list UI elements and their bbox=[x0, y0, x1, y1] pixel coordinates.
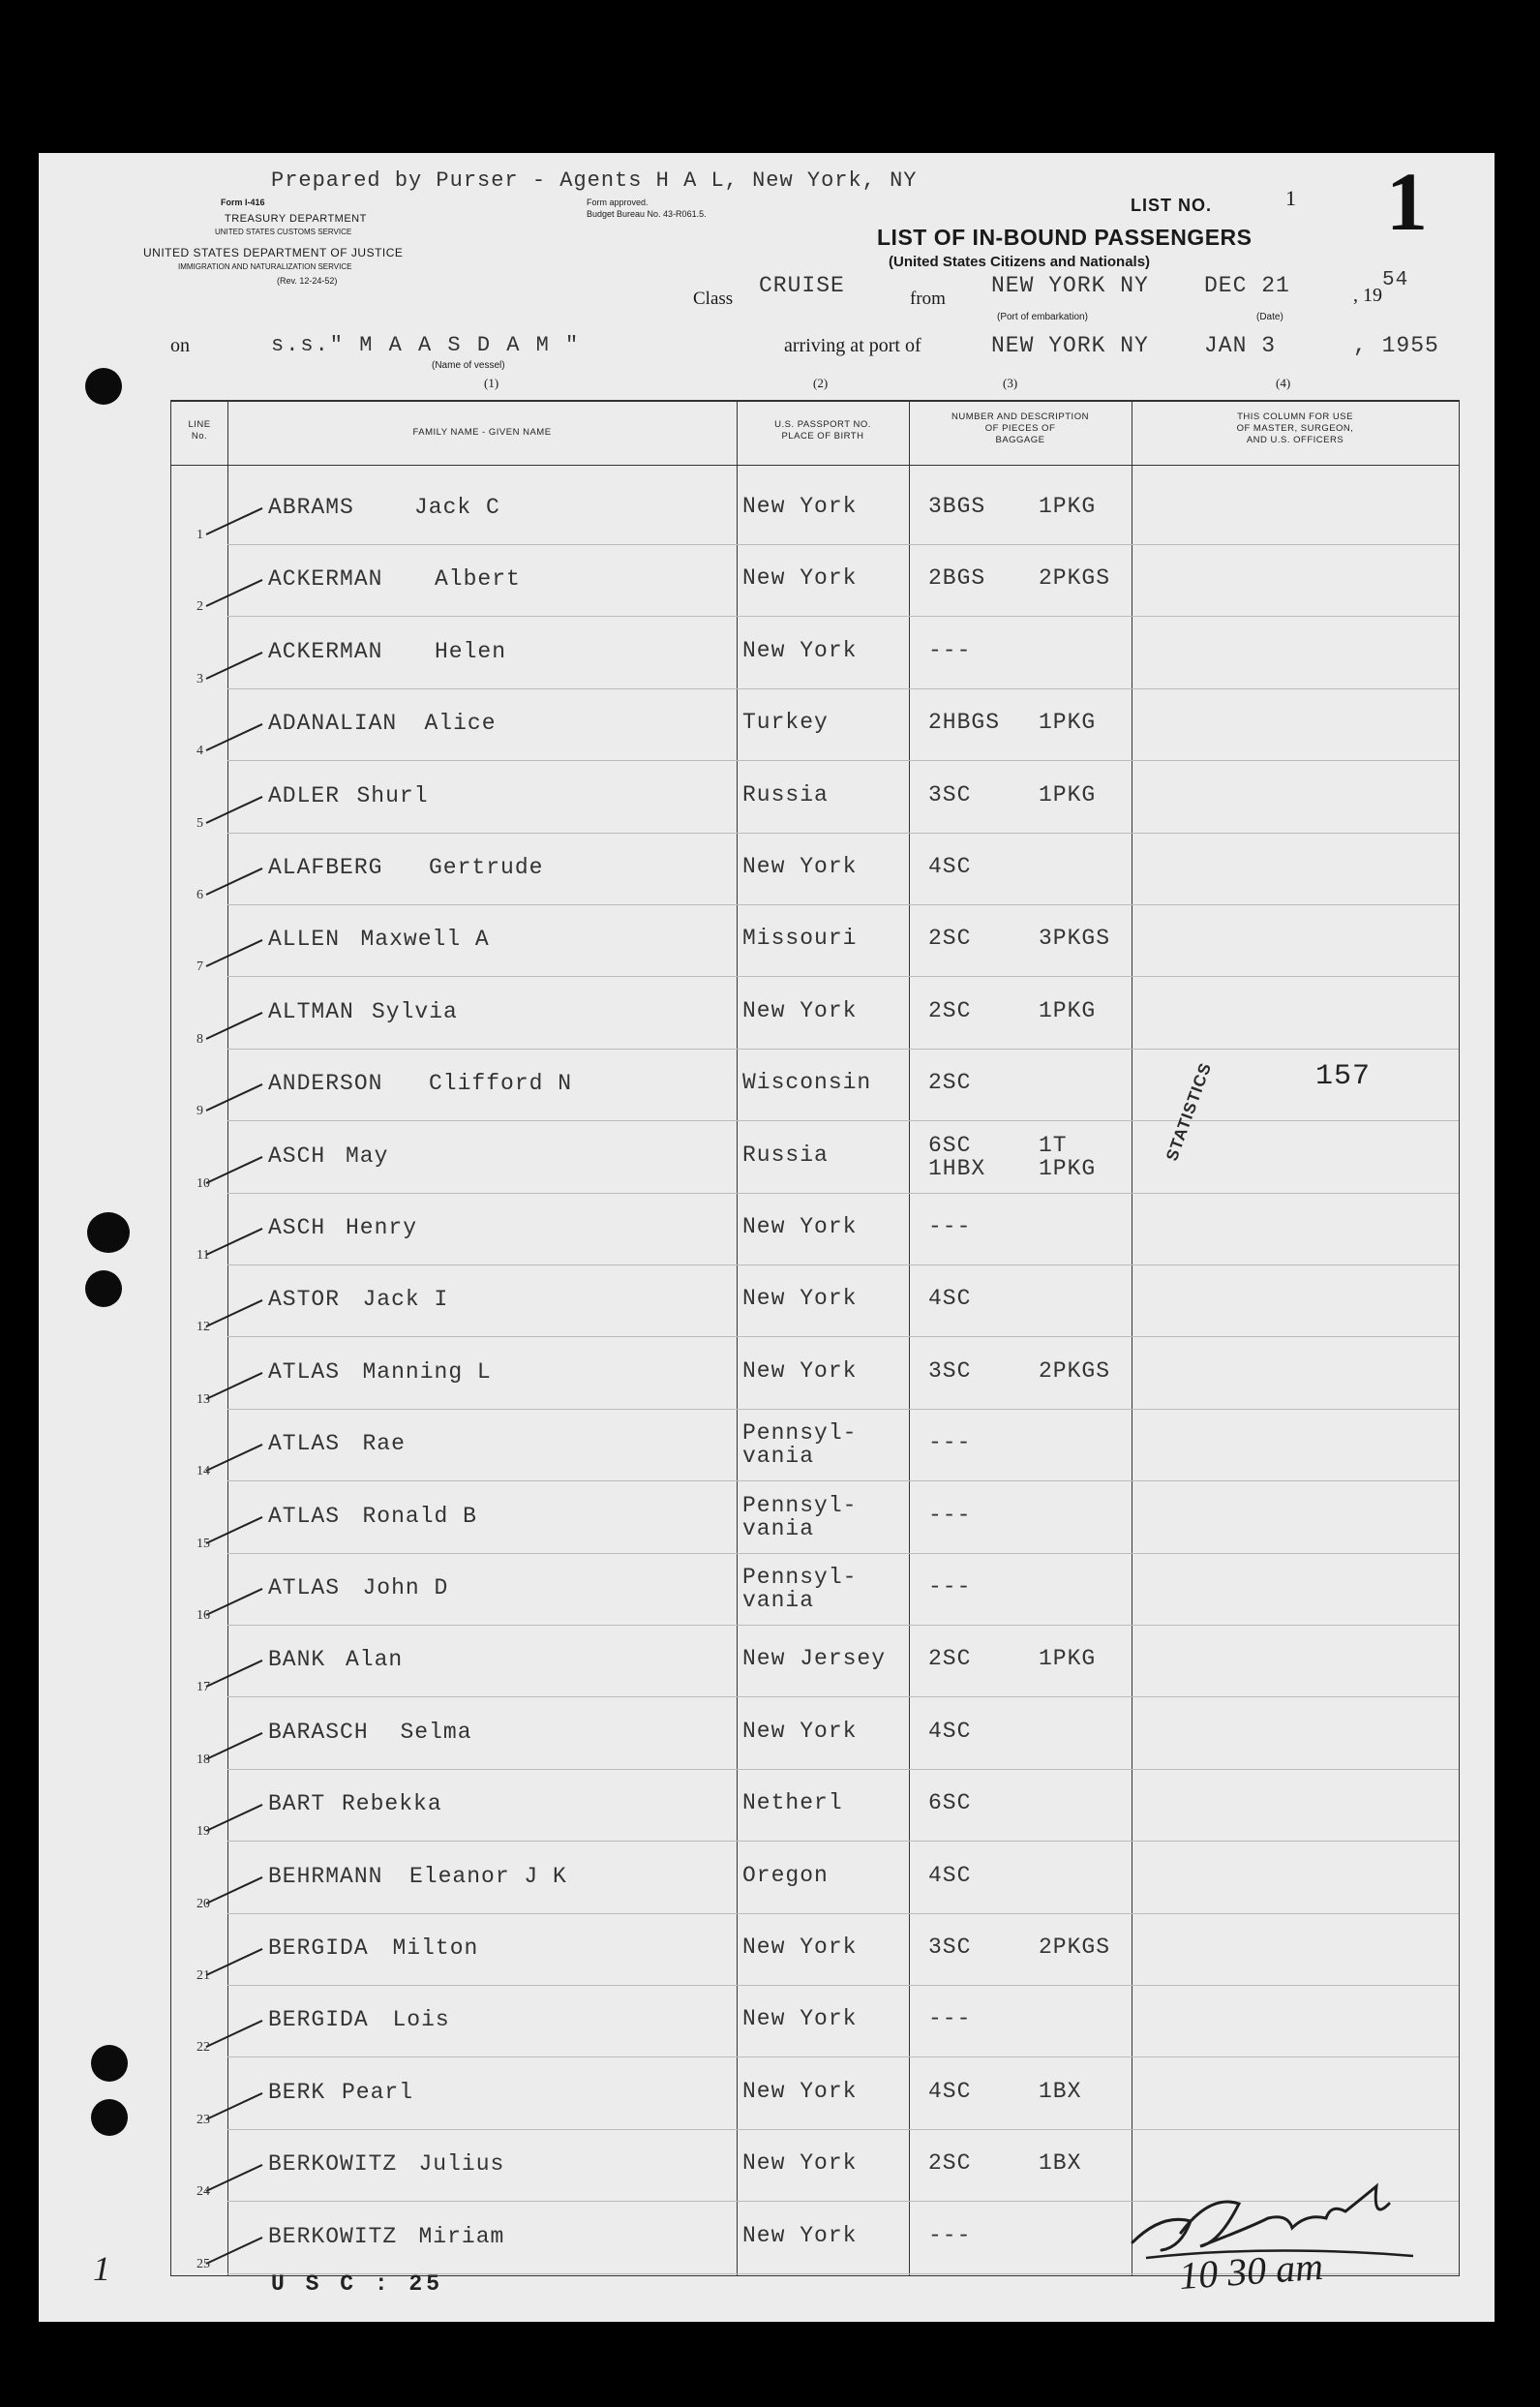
arrival-port: NEW YORK NY bbox=[991, 333, 1149, 358]
line-number: 4 bbox=[196, 744, 203, 759]
baggage-secondary: 1PKG bbox=[1039, 1646, 1097, 1672]
baggage-primary: --- bbox=[928, 2222, 972, 2248]
family-name: BERGIDA bbox=[268, 2007, 369, 2033]
place-of-birth: Russia bbox=[742, 781, 829, 807]
place-of-birth: New York bbox=[742, 2006, 858, 2032]
baggage-primary: 6SC 1HBX bbox=[928, 1132, 986, 1181]
place-of-birth: New York bbox=[742, 997, 858, 1023]
line-number: 14 bbox=[196, 1464, 210, 1479]
table-row bbox=[171, 473, 1459, 545]
check-mark bbox=[206, 939, 263, 967]
table-row bbox=[171, 1986, 1459, 2057]
table-row bbox=[171, 1554, 1459, 1626]
baggage-primary: 6SC bbox=[928, 1790, 972, 1816]
baggage-primary: 2SC bbox=[928, 1070, 972, 1096]
punch-hole bbox=[85, 1270, 122, 1307]
family-name: ATLAS bbox=[268, 1503, 341, 1529]
baggage-primary: 4SC bbox=[928, 854, 972, 879]
family-name: BERGIDA bbox=[268, 1935, 369, 1961]
baggage-secondary: 1BX bbox=[1039, 2150, 1082, 2177]
given-name: Rae bbox=[362, 1431, 406, 1457]
check-mark bbox=[206, 1876, 263, 1904]
customs-service: UNITED STATES CUSTOMS SERVICE bbox=[215, 228, 352, 236]
baggage-primary: --- bbox=[928, 1574, 972, 1600]
line-number: 13 bbox=[196, 1391, 210, 1407]
arrival-year: , 1955 bbox=[1353, 333, 1439, 358]
family-name: BERKOWITZ bbox=[268, 2151, 398, 2178]
table-row bbox=[171, 2058, 1459, 2130]
check-mark bbox=[206, 1228, 263, 1256]
statistics-stamp: STATISTICS bbox=[1163, 1059, 1216, 1164]
place-of-birth: New York bbox=[742, 494, 858, 519]
given-name: Miriam bbox=[418, 2223, 505, 2249]
table-row bbox=[171, 762, 1459, 834]
family-name: ALLEN bbox=[268, 927, 341, 953]
family-name: BART bbox=[268, 1791, 326, 1817]
given-name: Jack I bbox=[362, 1287, 449, 1313]
col-number-4: (4) bbox=[1276, 376, 1291, 390]
table-row bbox=[171, 834, 1459, 905]
revision-date: (Rev. 12-24-52) bbox=[277, 276, 338, 286]
given-name: Sylvia bbox=[372, 998, 458, 1024]
baggage-primary: 3SC bbox=[928, 1357, 972, 1384]
baggage-secondary: 2PKGS bbox=[1039, 565, 1111, 592]
margin-mark: 1 bbox=[93, 2249, 110, 2288]
family-name: BERKOWITZ bbox=[268, 2223, 398, 2249]
place-of-birth: New York bbox=[742, 1718, 858, 1744]
arrival-date: JAN 3 bbox=[1204, 333, 1277, 358]
punch-hole bbox=[91, 2099, 128, 2136]
given-name: Gertrude bbox=[429, 855, 544, 880]
place-of-birth: Pennsyl- vania bbox=[742, 1565, 858, 1613]
line-number: 25 bbox=[196, 2256, 210, 2271]
punch-hole bbox=[91, 2045, 128, 2082]
date-caption: (Date) bbox=[1256, 312, 1283, 322]
check-mark bbox=[206, 1299, 263, 1327]
table-row bbox=[171, 1482, 1459, 1554]
baggage-secondary: 1PKG bbox=[1039, 781, 1097, 807]
given-name: Clifford N bbox=[429, 1071, 573, 1097]
baggage-primary: 2SC bbox=[928, 1646, 972, 1672]
table-row bbox=[171, 1122, 1459, 1194]
ins-service: IMMIGRATION AND NATURALIZATION SERVICE bbox=[178, 262, 352, 271]
line-number: 6 bbox=[196, 888, 203, 902]
place-of-birth: New York bbox=[742, 637, 858, 663]
family-name: ALAFBERG bbox=[268, 855, 383, 880]
from-label: from bbox=[910, 289, 946, 309]
punch-hole bbox=[85, 368, 122, 405]
family-name: ABRAMS bbox=[268, 495, 354, 520]
table-row bbox=[171, 1698, 1459, 1770]
table-row bbox=[171, 1770, 1459, 1842]
place-of-birth: Oregon bbox=[742, 1862, 829, 1888]
check-mark bbox=[206, 1372, 263, 1400]
baggage-primary: 2SC bbox=[928, 926, 972, 952]
check-mark bbox=[206, 507, 263, 535]
baggage-secondary: 2PKGS bbox=[1039, 1357, 1111, 1384]
place-of-birth: New York bbox=[742, 1214, 858, 1239]
check-mark bbox=[206, 1156, 263, 1184]
place-of-birth: Turkey bbox=[742, 710, 829, 736]
baggage-primary: 2SC bbox=[928, 997, 972, 1023]
family-name: ATLAS bbox=[268, 1575, 341, 1600]
document-subtitle: (United States Citizens and Nationals) bbox=[889, 254, 1151, 270]
table-row bbox=[171, 1914, 1459, 1986]
line-number: 5 bbox=[196, 815, 203, 831]
given-name: May bbox=[346, 1143, 389, 1169]
table-row bbox=[171, 545, 1459, 617]
family-name: ADLER bbox=[268, 782, 341, 808]
check-mark bbox=[206, 723, 263, 751]
baggage-primary: 4SC bbox=[928, 2078, 972, 2104]
check-mark bbox=[206, 1948, 263, 1976]
place-of-birth: New York bbox=[742, 2150, 858, 2177]
line-number: 10 bbox=[196, 1175, 210, 1191]
budget-bureau: Budget Bureau No. 43-R061.5. bbox=[587, 209, 707, 219]
baggage-secondary: 1T 1PKG bbox=[1039, 1132, 1097, 1181]
family-name: ASCH bbox=[268, 1143, 326, 1169]
table-row bbox=[171, 978, 1459, 1050]
given-name: Selma bbox=[400, 1719, 472, 1745]
baggage-secondary: 1PKG bbox=[1039, 710, 1097, 736]
header-baggage: NUMBER AND DESCRIPTION OF PIECES OF BAGGAGE bbox=[951, 411, 1089, 445]
given-name: John D bbox=[362, 1575, 449, 1600]
annotation-number: 157 bbox=[1315, 1060, 1372, 1093]
family-name: BEHRMANN bbox=[268, 1863, 383, 1889]
place-of-birth: Wisconsin bbox=[742, 1070, 872, 1096]
place-of-birth: New York bbox=[742, 1286, 858, 1312]
given-name: Milton bbox=[392, 1935, 479, 1961]
family-name: ADANALIAN bbox=[268, 711, 398, 737]
check-mark bbox=[206, 2092, 263, 2120]
baggage-secondary: 2PKGS bbox=[1039, 1935, 1111, 1960]
given-name: Jack C bbox=[414, 495, 500, 520]
baggage-primary: 4SC bbox=[928, 1862, 972, 1888]
baggage-secondary: 1PKG bbox=[1039, 997, 1097, 1023]
family-name: ACKERMAN bbox=[268, 638, 383, 664]
header-line-no: LINE No. bbox=[188, 419, 211, 442]
given-name: Ronald B bbox=[362, 1503, 477, 1529]
header-officers: THIS COLUMN FOR USE OF MASTER, SURGEON, AND U.S. OFFICERS bbox=[1236, 411, 1354, 445]
given-name: Rebekka bbox=[342, 1791, 442, 1817]
line-number: 1 bbox=[196, 528, 203, 542]
family-name: ASTOR bbox=[268, 1287, 341, 1313]
family-name: BANK bbox=[268, 1647, 326, 1673]
baggage-primary: --- bbox=[928, 1430, 972, 1456]
table-row bbox=[171, 1050, 1459, 1121]
baggage-primary: --- bbox=[928, 1214, 972, 1239]
table-row bbox=[171, 689, 1459, 761]
line-number: 12 bbox=[196, 1320, 210, 1335]
check-mark bbox=[206, 1012, 263, 1040]
col-number-1: (1) bbox=[484, 376, 499, 390]
place-of-birth: Pennsyl- vania bbox=[742, 1420, 858, 1470]
table-row bbox=[171, 1626, 1459, 1697]
place-of-birth: Russia bbox=[742, 1142, 829, 1168]
line-number: 23 bbox=[196, 2112, 210, 2127]
port-of-embarkation: NEW YORK NY bbox=[991, 273, 1149, 298]
given-name: Julius bbox=[418, 2151, 505, 2178]
given-name: Alice bbox=[424, 711, 497, 737]
handwritten-time: 10 30 am bbox=[1177, 2243, 1325, 2299]
line-number: 9 bbox=[196, 1104, 203, 1119]
table-row bbox=[171, 1265, 1459, 1337]
departure-year-suffix: 54 bbox=[1382, 269, 1409, 291]
baggage-primary: 4SC bbox=[928, 1286, 972, 1312]
given-name: Helen bbox=[435, 638, 507, 664]
check-mark bbox=[206, 652, 263, 680]
check-mark bbox=[206, 1804, 263, 1832]
family-name: BARASCH bbox=[268, 1719, 369, 1745]
baggage-primary: 4SC bbox=[928, 1718, 972, 1744]
line-number: 3 bbox=[196, 671, 203, 686]
line-number: 22 bbox=[196, 2040, 210, 2056]
baggage-secondary: 3PKGS bbox=[1039, 926, 1111, 952]
place-of-birth: New York bbox=[742, 1935, 858, 1960]
baggage-primary: --- bbox=[928, 1502, 972, 1528]
check-mark bbox=[206, 796, 263, 824]
baggage-primary: --- bbox=[928, 2006, 972, 2032]
line-number: 7 bbox=[196, 960, 203, 975]
baggage-primary: 3BGS bbox=[928, 494, 986, 519]
family-name: ANDERSON bbox=[268, 1071, 383, 1097]
check-mark bbox=[206, 1444, 263, 1472]
check-mark bbox=[206, 1588, 263, 1616]
given-name: Maxwell A bbox=[360, 927, 490, 953]
table-row bbox=[171, 1410, 1459, 1481]
baggage-primary: 2SC bbox=[928, 2150, 972, 2177]
baggage-primary: 3SC bbox=[928, 781, 972, 807]
given-name: Eleanor J K bbox=[409, 1863, 567, 1889]
check-mark bbox=[206, 2020, 263, 2048]
check-mark bbox=[206, 2237, 263, 2265]
place-of-birth: New York bbox=[742, 565, 858, 592]
table-row bbox=[171, 618, 1459, 689]
check-mark bbox=[206, 1660, 263, 1688]
family-name: ATLAS bbox=[268, 1358, 341, 1385]
baggage-primary: 3SC bbox=[928, 1935, 972, 1960]
port-embark-caption: (Port of embarkation) bbox=[997, 312, 1088, 322]
check-mark bbox=[206, 579, 263, 607]
given-name: Henry bbox=[346, 1215, 418, 1240]
line-number: 2 bbox=[196, 599, 203, 615]
baggage-primary: 2HBGS bbox=[928, 710, 1001, 736]
table-row bbox=[171, 1338, 1459, 1410]
place-of-birth: New York bbox=[742, 1357, 858, 1384]
line-number: 18 bbox=[196, 1752, 210, 1767]
family-name: ALTMAN bbox=[268, 998, 354, 1024]
check-mark bbox=[206, 1516, 263, 1544]
class-value: CRUISE bbox=[759, 273, 845, 298]
baggage-secondary: 1BX bbox=[1039, 2078, 1082, 2104]
place-of-birth: Netherl bbox=[742, 1790, 843, 1816]
line-number: 15 bbox=[196, 1536, 210, 1551]
family-name: ACKERMAN bbox=[268, 566, 383, 593]
document-title: LIST OF IN-BOUND PASSENGERS bbox=[877, 225, 1253, 250]
line-number: 17 bbox=[196, 1680, 210, 1695]
departure-date: DEC 21 bbox=[1204, 273, 1290, 298]
table-row bbox=[171, 1843, 1459, 1914]
baggage-primary: --- bbox=[928, 637, 972, 663]
baggage-primary: 2BGS bbox=[928, 565, 986, 592]
list-no-label: LIST NO. bbox=[1131, 196, 1212, 215]
given-name: Albert bbox=[435, 566, 521, 593]
place-of-birth: New York bbox=[742, 854, 858, 879]
family-name: ASCH bbox=[268, 1215, 326, 1240]
passenger-table bbox=[170, 400, 1460, 2276]
arriving-label: arriving at port of bbox=[784, 335, 921, 356]
place-of-birth: Pennsyl- vania bbox=[742, 1492, 858, 1541]
usc-count: U S C : 25 bbox=[271, 2271, 444, 2297]
vessel-caption: (Name of vessel) bbox=[432, 360, 505, 371]
given-name: Shurl bbox=[356, 782, 429, 808]
place-of-birth: Missouri bbox=[742, 926, 858, 952]
form-number: Form I-416 bbox=[221, 198, 265, 207]
col-number-2: (2) bbox=[813, 376, 829, 390]
on-label: on bbox=[170, 335, 190, 356]
justice-dept: UNITED STATES DEPARTMENT OF JUSTICE bbox=[143, 246, 404, 259]
family-name: ATLAS bbox=[268, 1431, 341, 1457]
treasury-dept: TREASURY DEPARTMENT bbox=[225, 213, 367, 225]
class-label: Class bbox=[693, 289, 734, 309]
family-name: BERK bbox=[268, 2079, 326, 2105]
form-approved: Form approved. bbox=[587, 198, 649, 207]
check-mark bbox=[206, 2164, 263, 2192]
table-row bbox=[171, 905, 1459, 977]
line-number: 20 bbox=[196, 1896, 210, 1911]
punch-hole bbox=[87, 1212, 130, 1253]
place-of-birth: New Jersey bbox=[742, 1646, 887, 1672]
check-mark bbox=[206, 868, 263, 896]
table-row bbox=[171, 1194, 1459, 1265]
line-number: 11 bbox=[196, 1248, 210, 1263]
departure-year-prefix: , 19 bbox=[1353, 285, 1382, 306]
line-number: 8 bbox=[196, 1031, 203, 1047]
prepared-by-line: Prepared by Purser - Agents H A L, New York, NY bbox=[271, 168, 918, 193]
given-name: Manning L bbox=[362, 1358, 492, 1385]
given-name: Lois bbox=[392, 2007, 450, 2033]
check-mark bbox=[206, 1083, 263, 1112]
big-page-number: 1 bbox=[1386, 155, 1428, 248]
place-of-birth: New York bbox=[742, 2078, 858, 2104]
given-name: Alan bbox=[346, 1647, 404, 1673]
baggage-secondary: 1PKG bbox=[1039, 494, 1097, 519]
header-name: FAMILY NAME - GIVEN NAME bbox=[412, 427, 552, 438]
given-name: Pearl bbox=[342, 2079, 414, 2105]
place-of-birth: New York bbox=[742, 2222, 858, 2248]
line-number: 16 bbox=[196, 1608, 210, 1623]
list-no-value: 1 bbox=[1285, 186, 1296, 210]
line-number: 19 bbox=[196, 1824, 210, 1840]
header-passport: U.S. PASSPORT NO. PLACE OF BIRTH bbox=[774, 419, 871, 442]
line-number: 24 bbox=[196, 2184, 210, 2200]
vessel-name: s.s." M A A S D A M " bbox=[271, 333, 581, 357]
line-number: 21 bbox=[196, 1968, 210, 1983]
check-mark bbox=[206, 1732, 263, 1760]
col-number-3: (3) bbox=[1003, 376, 1018, 390]
